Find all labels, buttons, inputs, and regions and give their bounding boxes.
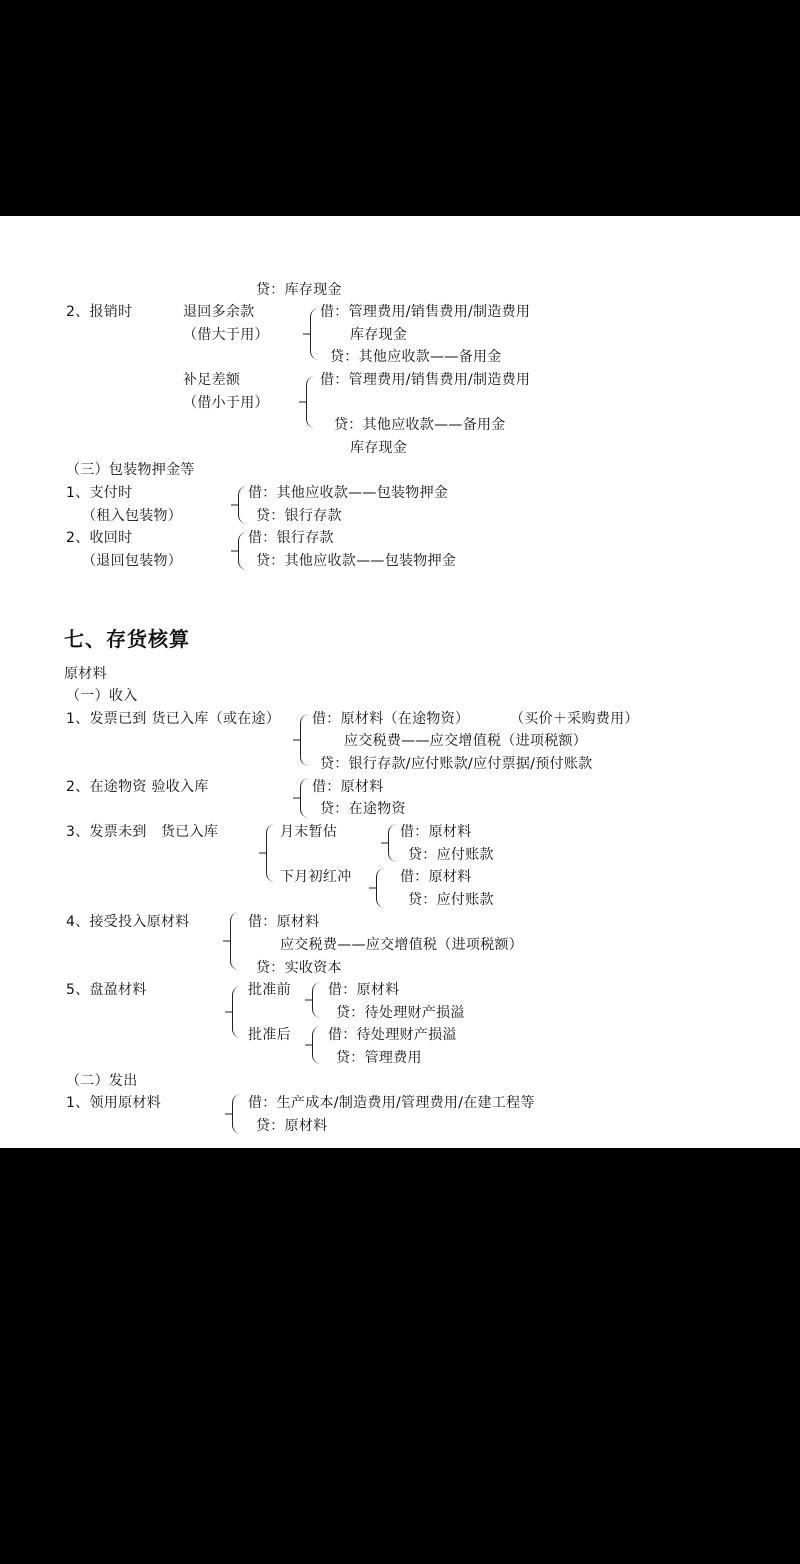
deposit-pay-brace (238, 486, 248, 524)
month-end-brace (388, 824, 398, 862)
supplement-label: 补足差额 (183, 372, 241, 388)
deposit-pay-credit: 贷：银行存款 (256, 508, 342, 524)
receipt-item5-label: 5、盘盈材料 (66, 982, 147, 998)
deposit-heading: （三）包装物押金等 (66, 462, 195, 478)
issue-item1-credit: 贷：原材料 (256, 1118, 328, 1134)
next-month-credit: 贷：应付账款 (408, 892, 494, 908)
receipt-item1-credit: 贷：银行存款/应付账款/应付票据/预付账款 (320, 756, 593, 772)
material-subtitle: 原材料 (64, 666, 107, 682)
receipt-item4-label: 4、接受投入原材料 (66, 914, 190, 930)
deposit-pay-debit: 借：其他应收款——包装物押金 (248, 485, 449, 501)
receipt-item3-label: 3、发票未到 货已入库 (66, 824, 219, 840)
receipt-item4-credit: 贷：实收资本 (256, 960, 342, 976)
supplement-credit: 贷：其他应收款——备用金 (334, 417, 506, 433)
receipt-item1-label: 1、发票已到 货已入库（或在途） (66, 711, 281, 727)
receipt-item5-brace (232, 986, 242, 1038)
item5-after: 批准后 (248, 1027, 291, 1043)
receipt-item2-brace (300, 778, 310, 818)
item5-before: 批准前 (248, 982, 291, 998)
item5-before-credit: 贷：待处理财产损溢 (336, 1005, 465, 1021)
item5-after-credit: 贷：管理费用 (336, 1050, 422, 1066)
receipt-item1-debit-note: （买价＋采购费用） (510, 711, 639, 727)
deposit-pay-note: （租入包装物） (82, 508, 183, 524)
refund-excess-brace (310, 308, 320, 360)
deposit-receive-brace (238, 532, 248, 570)
month-end-credit: 贷：应付账款 (408, 847, 494, 863)
item5-before-debit: 借：原材料 (328, 982, 400, 998)
refund-excess-debit2: 库存现金 (350, 327, 408, 343)
item5-before-brace (312, 982, 322, 1018)
receipt-item2-label: 2、在途物资 验收入库 (66, 779, 209, 795)
refund-excess-note: （借大于用） (183, 327, 269, 343)
deposit-pay-label: 1、支付时 (66, 485, 133, 501)
receipt-item1-debit: 借：原材料（在途物资） (312, 711, 470, 727)
receipt-item2-credit: 贷：在途物资 (320, 801, 406, 817)
supplement-brace (306, 376, 316, 428)
receipt-item4-debit: 借：原材料 (248, 914, 320, 930)
issue-item1-brace (232, 1094, 242, 1134)
notes-page (0, 216, 800, 1148)
supplement-debit: 借：管理费用/销售费用/制造费用 (320, 372, 531, 388)
item5-after-debit: 借：待处理财产损溢 (328, 1027, 457, 1043)
next-month-brace (376, 868, 386, 908)
receipt-item1-brace (300, 714, 310, 766)
receipt-item1-debit2: 应交税费——应交增值税（进项税额） (344, 733, 588, 749)
refund-excess-label: 退回多余款 (183, 304, 255, 320)
receipt-item3-month-end: 月末暂估 (280, 824, 338, 840)
receipt-item3-brace (266, 824, 276, 882)
deposit-receive-debit: 借：银行存款 (248, 530, 334, 546)
top-credit-line: 贷：库存现金 (256, 282, 342, 298)
section-title: 七、存货核算 (64, 627, 190, 651)
deposit-receive-note: （退回包装物） (82, 553, 183, 569)
supplement-credit2: 库存现金 (350, 440, 408, 456)
receipt-item3-next-month: 下月初红冲 (280, 869, 352, 885)
deposit-receive-credit: 贷：其他应收款——包装物押金 (256, 553, 457, 569)
item5-after-brace (312, 1026, 322, 1064)
issue-heading: （二）发出 (66, 1073, 138, 1089)
supplement-note: （借小于用） (183, 395, 269, 411)
issue-item1-label: 1、领用原材料 (66, 1095, 162, 1111)
deposit-receive-label: 2、收回时 (66, 530, 133, 546)
receipt-item4-brace (230, 912, 240, 970)
receipt-item4-debit2: 应交税费——应交增值税（进项税额） (280, 937, 524, 953)
next-month-debit: 借：原材料 (400, 869, 472, 885)
receipt-item2-debit: 借：原材料 (312, 779, 384, 795)
receipt-heading: （一）收入 (66, 688, 138, 704)
refund-excess-credit: 贷：其他应收款——备用金 (330, 349, 502, 365)
reimburse-label: 2、报销时 (66, 304, 133, 320)
refund-excess-debit: 借：管理费用/销售费用/制造费用 (320, 304, 531, 320)
month-end-debit: 借：原材料 (400, 824, 472, 840)
issue-item1-debit: 借：生产成本/制造费用/管理费用/在建工程等 (248, 1095, 535, 1111)
